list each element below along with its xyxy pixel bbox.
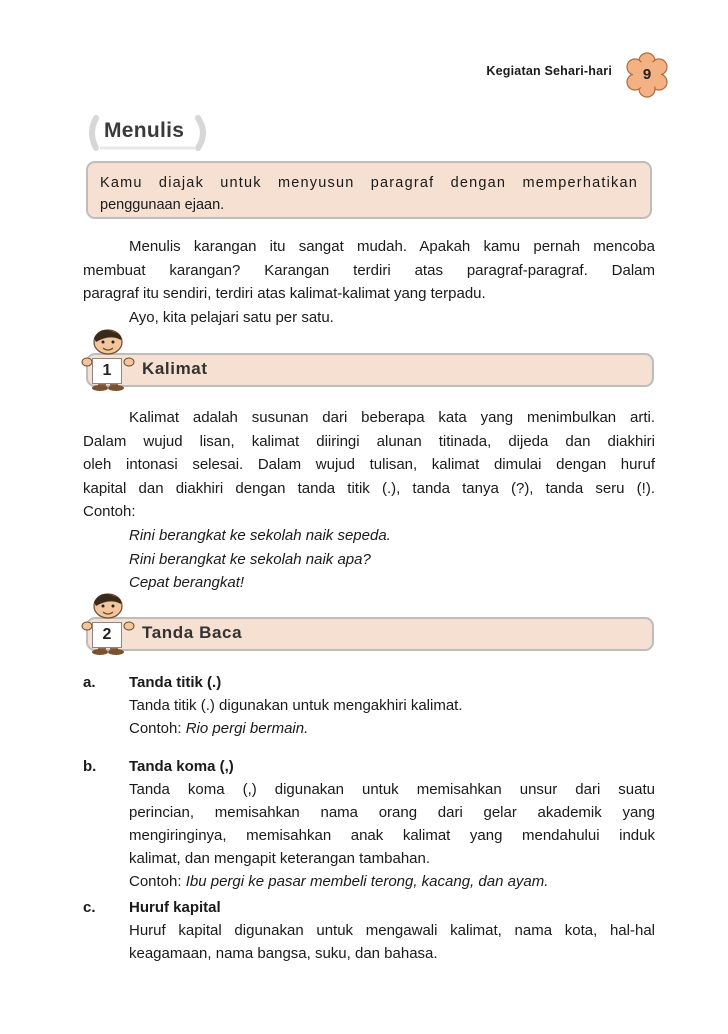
intro-line-2: membuat karangan? Karangan terdiri atas paragraf-paragraf. Dalam <box>83 261 655 279</box>
kalimat-line-2: Dalam wujud lisan, kalimat diiringi alunan titinada, dijeda dan diakhiri <box>83 432 655 450</box>
intro-line-4: Ayo, kita pelajari satu per satu. <box>129 308 334 326</box>
list-item-c <box>83 896 655 965</box>
contoh-example: Rio pergi bermain. <box>185 720 309 737</box>
contoh-label: Contoh: <box>83 503 136 521</box>
section-2-bar <box>86 617 654 651</box>
contoh-example: Ibu pergi ke pasar membeli terong, kacang, dan ayam. <box>185 873 549 890</box>
list-letter: b. <box>83 758 97 775</box>
section-1-title: Kalimat <box>142 359 208 378</box>
kalimat-line-3: oleh intonasi selesai. Dalam wujud tulisan, kalimat dimulai dengan huruf <box>83 456 655 474</box>
page-number: 9 <box>642 66 652 83</box>
objective-box <box>86 161 652 219</box>
list-letter: a. <box>83 674 96 691</box>
menulis-title: Menulis <box>104 119 185 142</box>
objective-line-1: Kamu diajak untuk menyusun paragraf dengan memperhatikan <box>100 175 638 191</box>
list-heading: Tanda koma (,) <box>129 758 234 775</box>
list-item-a <box>83 671 655 740</box>
list-line: mengiringinya, memisahkan anak kalimat yang mendahului induk <box>129 827 655 844</box>
kalimat-line-4: kapital dan diakhiri dengan tanda titik (.), tanda tanya (?), tanda seru (!). <box>83 479 655 497</box>
objective-line-2: penggunaan ejaan. <box>100 197 225 213</box>
list-line: kalimat, dan mengapit keterangan tambahan. <box>129 850 431 867</box>
example-3: Cepat berangkat! <box>129 574 245 592</box>
list-heading: Huruf kapital <box>129 899 221 916</box>
intro-paragraph <box>83 235 655 329</box>
section-2-title: Tanda Baca <box>142 623 243 642</box>
example-2: Rini berangkat ke sekolah naik apa? <box>129 550 371 568</box>
list-line: Tanda koma (,) digunakan untuk memisahkan unsur dari suatu <box>129 781 655 798</box>
chapter-title: Kegiatan Sehari-hari <box>486 64 612 78</box>
section-1-body <box>83 406 655 595</box>
list-line: perincian, memisahkan nama orang dari gelar akademik yang <box>129 804 655 821</box>
list-line: Tanda titik (.) digunakan untuk mengakhiri kalimat. <box>129 697 463 714</box>
list-item-b <box>83 755 655 893</box>
intro-line-3: paragraf itu sendiri, terdiri atas kalimat-kalimat yang terpadu. <box>83 285 486 303</box>
intro-line-1: Menulis karangan itu sangat mudah. Apakah kamu pernah mencoba <box>129 238 655 255</box>
section-1-bar <box>86 353 654 387</box>
page-number-badge <box>624 52 670 98</box>
contoh-label: Contoh: <box>129 720 186 737</box>
kalimat-line-1: Kalimat adalah susunan dari beberapa kata yang menimbulkan arti. <box>129 409 655 426</box>
list-letter: c. <box>83 899 96 916</box>
example-1: Rini berangkat ke sekolah naik sepeda. <box>129 526 391 544</box>
list-heading: Tanda titik (.) <box>129 674 222 691</box>
contoh-label: Contoh: <box>129 873 186 890</box>
list-line: Huruf kapital digunakan untuk mengawali kalimat, nama kota, hal-hal <box>129 922 655 939</box>
section-2-number: 2 <box>92 622 122 648</box>
section-1-number: 1 <box>92 358 122 384</box>
list-line: keagamaan, nama bangsa, suku, dan bahasa. <box>129 945 438 962</box>
menulis-badge <box>86 115 210 151</box>
